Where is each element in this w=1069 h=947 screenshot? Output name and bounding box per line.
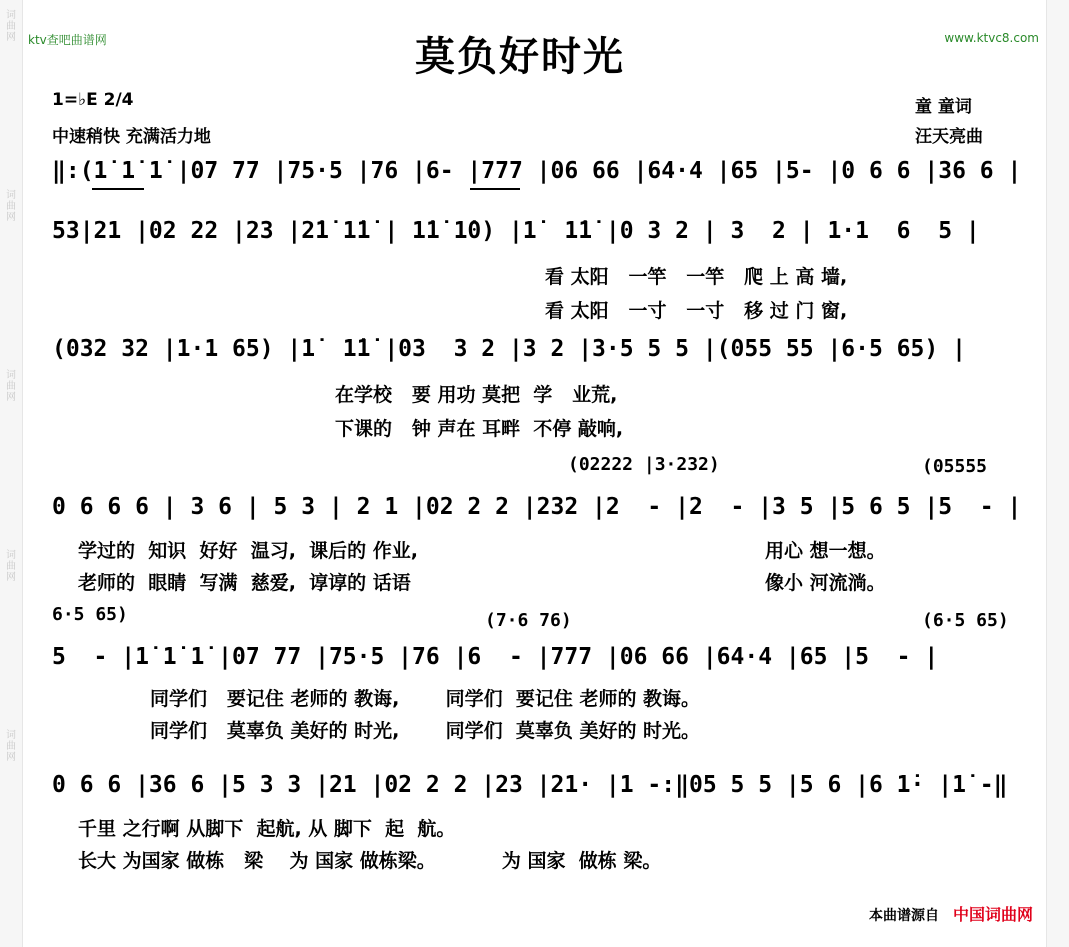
key-signature: 1=♭E 2/4 (52, 90, 134, 110)
lyrics-line-4-verse-1: 学过的 知识 好好 温习, 课后的 作业, (78, 540, 418, 562)
watermark-left-3: 词曲网 (6, 370, 16, 403)
watermark-left-2: 词曲网 (6, 190, 16, 223)
lyrics-line-2-verse-1: 看 太阳 一竿 一竿 爬 上 高 墙, (545, 266, 848, 288)
score-line-6: 0 6 6 |36 6 |5 3 3 |21 |02 2 2 |23 |21· |1 -:‖05 5 5 |5 6 |6 1̇· |1̇ -‖ (52, 772, 1008, 798)
site-name-left[interactable]: ktv查吧曲谱网 (28, 33, 107, 47)
watermark-left-5: 词曲网 (6, 730, 16, 763)
lyrics-line-3-verse-1: 在学校 要 用功 莫把 学 业荒, (335, 384, 618, 406)
source-credit (869, 902, 1033, 925)
grace-notes-line-5c: (6·5 65) (922, 610, 1009, 631)
right-margin-strip (1046, 0, 1069, 947)
lyrics-line-5-verse-1: 同学们 要记住 老师的 教诲, 同学们 要记住 老师的 教诲。 (150, 688, 701, 710)
score-line-3: (032 32 |1·1 65) |1̇ 1̇1̇ |03 3 2 |3 2 |3·5 5 5 |(055 55 |6·5 65) | (52, 336, 966, 362)
lyricist-credit: 童 童词 (915, 97, 972, 117)
source-label: 本曲谱源自 (868, 908, 939, 924)
grace-notes-line-5a: 6·5 65) (52, 604, 128, 625)
lyrics-line-5-verse-2: 同学们 莫辜负 美好的 时光, 同学们 莫辜负 美好的 时光。 (150, 720, 701, 742)
watermark-left-1: 词曲网 (6, 10, 16, 43)
score-line-2: 53|21 |02 22 |23 |2̇1̇ 1̇1̇ | 1̇1̇ 1̇0) |1̇ 1̇1̇ |0 3 2 | 3 2 | 1·1 6 5 | (52, 218, 980, 244)
lyrics-line-4-verse-1-end: 用心 想一想。 (765, 540, 886, 562)
lyrics-line-6-verse-2: 长大 为国家 做栋 梁 为 国家 做栋梁。 为 国家 做栋 梁。 (78, 850, 662, 872)
grace-notes-line-5b: (7·6 76) (485, 610, 572, 631)
underline (92, 188, 144, 190)
source-site-link[interactable]: 中国词曲网 (952, 905, 1033, 924)
lyrics-line-4-verse-2: 老师的 眼睛 写满 慈爱, 谆谆的 话语 (78, 572, 411, 594)
grace-notes-line-4b: (05555 (922, 456, 988, 477)
score-line-4: 0 6 6 6 | 3 6 | 5 3 | 2 1 |02 2 2 |232 |2 - |2 - |3 5 |5 6 5 |5 - | (52, 494, 1022, 520)
tempo-marking: 中速稍快 充满活力地 (52, 127, 211, 147)
score-line-1: ‖:(1̇ 1̇ 1̇ |07 77 |75·5 |76 |6- |777 |06 66 |64·4 |65 |5- |0 6 6 |36 6 | (52, 158, 1022, 184)
underline (470, 188, 520, 190)
lyrics-line-2-verse-2: 看 太阳 一寸 一寸 移 过 门 窗, (545, 300, 848, 322)
song-title: 莫负好时光 (415, 34, 625, 80)
grace-notes-line-4a: (02222 |3·232) (568, 454, 720, 475)
site-url-right[interactable]: www.ktvc8.com (944, 31, 1039, 45)
score-line-5: 5 - |1̇ 1̇ 1̇ |07 77 |75·5 |76 |6 - |777 |06 66 |64·4 |65 |5 - | (52, 644, 939, 670)
watermark-left-4: 词曲网 (6, 550, 16, 583)
lyrics-line-6-verse-1: 千里 之行啊 从脚下 起航, 从 脚下 起 航。 (78, 818, 456, 840)
lyrics-line-3-verse-2: 下课的 钟 声在 耳畔 不停 敲响, (335, 418, 624, 440)
left-margin-strip (0, 0, 23, 947)
lyrics-line-4-verse-2-end: 像小 河流淌。 (765, 572, 886, 594)
composer-credit: 汪天亮曲 (915, 127, 983, 147)
